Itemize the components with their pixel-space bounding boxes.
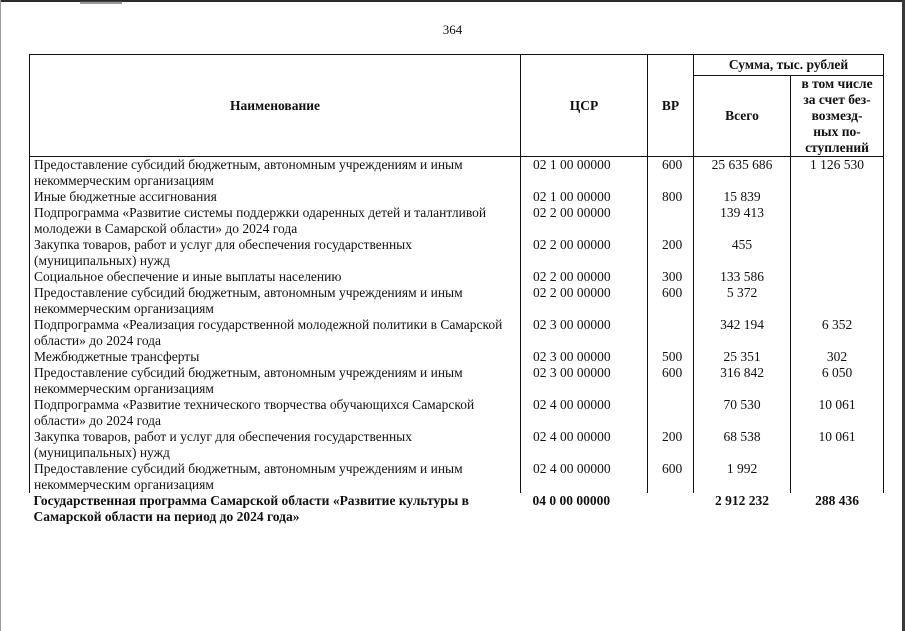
cell-name: Социальное обеспечение и иные выплаты населению: [30, 269, 521, 285]
cell-name: Подпрограмма «Развитие системы поддержки одаренных детей и талантливой молодежи в Самарской области» до 2024 года: [30, 205, 521, 237]
cell-csr: 02 3 00 00000: [521, 349, 648, 365]
cell-csr: 02 2 00 00000: [521, 269, 648, 285]
header-sum: Сумма, тыс. рублей: [694, 55, 884, 76]
table-row: [30, 365, 884, 397]
scan-edge-left: [0, 0, 1, 631]
cell-free: 1 126 530: [791, 157, 884, 190]
cell-free: 10 061: [791, 429, 884, 461]
cell-total: 455: [694, 237, 791, 269]
table-row: [30, 157, 884, 190]
cell-csr: 02 3 00 00000: [521, 365, 648, 397]
cell-vr: [648, 493, 694, 525]
cell-name: Закупка товаров, работ и услуг для обеспечения государственных (муниципальных) нужд: [30, 237, 521, 269]
cell-free: 10 061: [791, 397, 884, 429]
cell-csr: 02 2 00 00000: [521, 237, 648, 269]
header-free-line: ступлений: [805, 140, 869, 155]
cell-csr: 02 2 00 00000: [521, 205, 648, 237]
budget-table: [29, 54, 884, 525]
cell-vr: [648, 205, 694, 237]
cell-csr: 02 4 00 00000: [521, 397, 648, 429]
cell-free: [791, 285, 884, 317]
cell-name: Государственная программа Самарской области «Развитие культуры в Самарской области на период до 2024 года»: [33, 493, 469, 524]
header-free-line: в том числе: [801, 76, 873, 91]
cell-name: Подпрограмма «Развитие технического творчества обучающихся Самарской области» до 2024 года: [30, 397, 521, 429]
cell-vr: 600: [648, 365, 694, 397]
cell-vr: 600: [648, 461, 694, 493]
cell-vr: 200: [648, 237, 694, 269]
cell-name: Межбюджетные трансферты: [30, 349, 521, 365]
table-row: [30, 349, 884, 365]
cell-total: 70 530: [694, 397, 791, 429]
cell-free: [791, 189, 884, 205]
cell-total: 1 992: [694, 461, 791, 493]
table-row: [30, 189, 884, 205]
cell-csr: 02 3 00 00000: [521, 317, 648, 349]
cell-csr: 04 0 00 00000: [532, 493, 611, 508]
cell-name: Подпрограмма «Реализация государственной молодежной политики в Самарской области» до 2024 года: [30, 317, 521, 349]
table-row: [30, 205, 884, 237]
cell-name: Предоставление субсидий бюджетным, автономным учреждениям и иным некоммерческим организациям: [30, 285, 521, 317]
header-total: Всего: [694, 76, 791, 157]
scan-edge-top: [0, 0, 905, 2]
cell-free: [791, 461, 884, 493]
header-free-line: ных по-: [813, 124, 861, 139]
cell-free: 288 436: [815, 493, 859, 508]
cell-csr: 02 1 00 00000: [521, 189, 648, 205]
header-free: [791, 76, 884, 157]
cell-free: [791, 269, 884, 285]
header-free-line: за счет без-: [803, 92, 871, 107]
cell-free: [791, 237, 884, 269]
cell-total: 316 842: [694, 365, 791, 397]
cell-free: 6 050: [791, 365, 884, 397]
cell-name: Закупка товаров, работ и услуг для обеспечения государственных (муниципальных) нужд: [30, 429, 521, 461]
cell-csr: 02 4 00 00000: [521, 461, 648, 493]
table-row: [30, 397, 884, 429]
table-row: [30, 237, 884, 269]
cell-name: Иные бюджетные ассигнования: [30, 189, 521, 205]
cell-vr: 800: [648, 189, 694, 205]
cell-csr: 02 1 00 00000: [521, 157, 648, 190]
table-row-program-total: [30, 493, 884, 525]
cell-name: Предоставление субсидий бюджетным, автономным учреждениям и иным некоммерческим организациям: [30, 157, 521, 190]
cell-free: 302: [791, 349, 884, 365]
table-row: [30, 285, 884, 317]
cell-total: 133 586: [694, 269, 791, 285]
table-row: [30, 461, 884, 493]
table-body: [30, 157, 884, 526]
table-row: [30, 269, 884, 285]
cell-total: 15 839: [694, 189, 791, 205]
table-row: [30, 317, 884, 349]
table-header: [30, 55, 884, 157]
cell-vr: 200: [648, 429, 694, 461]
page-number: 364: [442, 22, 463, 37]
cell-free: 6 352: [791, 317, 884, 349]
cell-vr: 500: [648, 349, 694, 365]
cell-csr: 02 2 00 00000: [521, 285, 648, 317]
cell-vr: [648, 317, 694, 349]
cell-total: 25 351: [694, 349, 791, 365]
cell-free: [791, 205, 884, 237]
cell-csr: 02 4 00 00000: [521, 429, 648, 461]
cell-total: 2 912 232: [715, 493, 769, 508]
scan-artifact: [80, 1, 122, 4]
cell-vr: [648, 397, 694, 429]
cell-total: 68 538: [694, 429, 791, 461]
cell-vr: 600: [648, 157, 694, 190]
table-row: [30, 429, 884, 461]
cell-total: 342 194: [694, 317, 791, 349]
cell-vr: 300: [648, 269, 694, 285]
header-name: Наименование: [30, 55, 521, 157]
header-free-line: возмезд-: [811, 108, 863, 123]
header-csr: ЦСР: [521, 55, 648, 157]
cell-total: 139 413: [694, 205, 791, 237]
header-vr: ВР: [648, 55, 694, 157]
cell-vr: 600: [648, 285, 694, 317]
cell-total: 5 372: [694, 285, 791, 317]
cell-total: 25 635 686: [694, 157, 791, 190]
cell-name: Предоставление субсидий бюджетным, автономным учреждениям и иным некоммерческим организациям: [30, 461, 521, 493]
cell-name: Предоставление субсидий бюджетным, автономным учреждениям и иным некоммерческим организациям: [30, 365, 521, 397]
